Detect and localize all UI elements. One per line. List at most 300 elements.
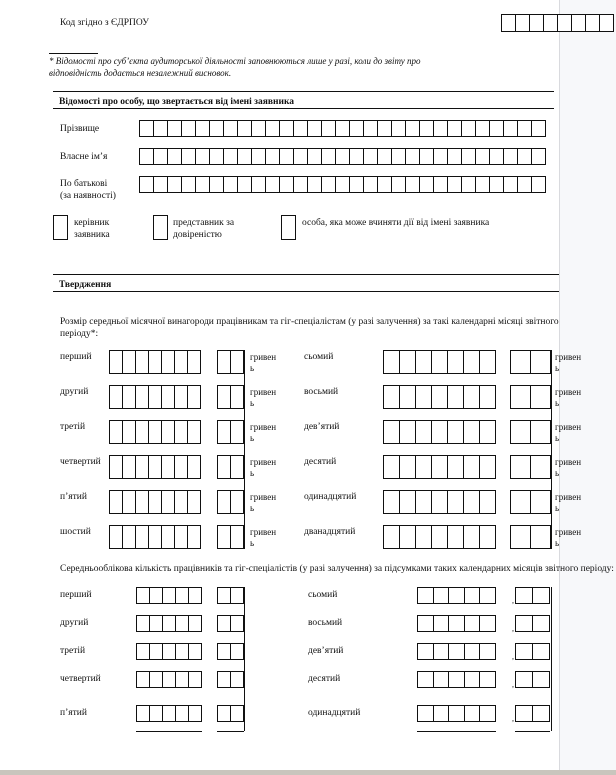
- input-cell[interactable]: [415, 455, 432, 479]
- input-cell[interactable]: [479, 490, 496, 514]
- input-cell[interactable]: [503, 148, 518, 165]
- input-cell[interactable]: [349, 176, 364, 193]
- input-cell[interactable]: [149, 671, 163, 688]
- input-cell[interactable]: [515, 643, 533, 660]
- salary-integer-input[interactable]: [383, 350, 496, 374]
- input-cell[interactable]: [139, 120, 154, 137]
- input-cell[interactable]: [167, 120, 182, 137]
- input-cell[interactable]: [251, 176, 266, 193]
- input-cell[interactable]: [135, 350, 149, 374]
- input-cell[interactable]: [153, 176, 168, 193]
- input-cell[interactable]: [162, 643, 176, 660]
- input-cell[interactable]: [479, 643, 496, 660]
- input-cell[interactable]: [109, 385, 123, 409]
- input-cell[interactable]: [415, 525, 432, 549]
- input-cell[interactable]: [230, 525, 244, 549]
- headcount-integer-input[interactable]: [417, 643, 496, 660]
- input-cell[interactable]: [195, 148, 210, 165]
- input-cell[interactable]: [515, 14, 530, 32]
- input-cell[interactable]: [530, 490, 551, 514]
- input-cell[interactable]: [307, 148, 322, 165]
- input-cell[interactable]: [399, 525, 416, 549]
- input-cell[interactable]: [187, 525, 201, 549]
- input-cell[interactable]: [307, 120, 322, 137]
- input-cell[interactable]: [187, 420, 201, 444]
- input-cell[interactable]: [417, 615, 434, 632]
- input-cell[interactable]: [135, 385, 149, 409]
- input-cell[interactable]: [321, 148, 336, 165]
- salary-fraction-input[interactable]: [217, 525, 244, 549]
- input-cell[interactable]: [447, 176, 462, 193]
- input-cell[interactable]: [136, 671, 150, 688]
- input-cell[interactable]: [174, 350, 188, 374]
- input-cell[interactable]: [279, 148, 294, 165]
- input-cell[interactable]: [433, 587, 450, 604]
- input-cell[interactable]: [515, 587, 533, 604]
- patronymic-input[interactable]: [139, 176, 546, 193]
- input-cell[interactable]: [399, 455, 416, 479]
- input-cell[interactable]: [148, 385, 162, 409]
- input-cell[interactable]: [122, 490, 136, 514]
- input-cell[interactable]: [391, 176, 406, 193]
- input-cell[interactable]: [217, 455, 231, 479]
- input-cell[interactable]: [489, 120, 504, 137]
- edrpou-input[interactable]: [501, 14, 614, 32]
- input-cell[interactable]: [543, 14, 558, 32]
- input-cell[interactable]: [531, 120, 546, 137]
- input-cell[interactable]: [383, 455, 400, 479]
- input-cell[interactable]: [162, 671, 176, 688]
- input-cell[interactable]: [175, 643, 189, 660]
- input-cell[interactable]: [217, 350, 231, 374]
- input-cell[interactable]: [475, 148, 490, 165]
- input-cell[interactable]: [188, 587, 202, 604]
- input-cell[interactable]: [489, 148, 504, 165]
- input-cell[interactable]: [503, 176, 518, 193]
- input-cell[interactable]: [448, 615, 465, 632]
- input-cell[interactable]: [433, 176, 448, 193]
- input-cell[interactable]: [585, 14, 600, 32]
- input-cell[interactable]: [136, 705, 150, 722]
- input-cell[interactable]: [321, 120, 336, 137]
- input-cell[interactable]: [148, 455, 162, 479]
- input-cell[interactable]: [510, 385, 531, 409]
- input-cell[interactable]: [447, 350, 464, 374]
- input-cell[interactable]: [405, 148, 420, 165]
- salary-fraction-input[interactable]: [510, 420, 551, 444]
- input-cell[interactable]: [464, 705, 481, 722]
- input-cell[interactable]: [463, 350, 480, 374]
- input-cell[interactable]: [501, 14, 516, 32]
- input-cell[interactable]: [136, 643, 150, 660]
- input-cell[interactable]: [265, 148, 280, 165]
- input-cell[interactable]: [383, 350, 400, 374]
- input-cell[interactable]: [209, 120, 224, 137]
- input-cell[interactable]: [431, 490, 448, 514]
- input-cell[interactable]: [293, 120, 308, 137]
- input-cell[interactable]: [377, 176, 392, 193]
- input-cell[interactable]: [405, 176, 420, 193]
- input-cell[interactable]: [447, 385, 464, 409]
- input-cell[interactable]: [188, 615, 202, 632]
- input-cell[interactable]: [479, 671, 496, 688]
- input-cell[interactable]: [475, 176, 490, 193]
- headcount-fraction-input[interactable]: [515, 615, 550, 632]
- input-cell[interactable]: [447, 148, 462, 165]
- input-cell[interactable]: [464, 587, 481, 604]
- input-cell[interactable]: [174, 420, 188, 444]
- input-cell[interactable]: [532, 643, 550, 660]
- input-cell[interactable]: [223, 148, 238, 165]
- input-cell[interactable]: [599, 14, 614, 32]
- input-cell[interactable]: [557, 14, 572, 32]
- input-cell[interactable]: [139, 148, 154, 165]
- salary-fraction-input[interactable]: [217, 455, 244, 479]
- salary-integer-input[interactable]: [383, 525, 496, 549]
- input-cell[interactable]: [335, 148, 350, 165]
- salary-integer-input[interactable]: [109, 350, 201, 374]
- input-cell[interactable]: [135, 455, 149, 479]
- input-cell[interactable]: [349, 148, 364, 165]
- input-cell[interactable]: [148, 350, 162, 374]
- input-cell[interactable]: [363, 176, 378, 193]
- surname-input[interactable]: [139, 120, 546, 137]
- input-cell[interactable]: [187, 490, 201, 514]
- input-cell[interactable]: [181, 176, 196, 193]
- input-cell[interactable]: [383, 490, 400, 514]
- input-cell[interactable]: [415, 350, 432, 374]
- input-cell[interactable]: [175, 671, 189, 688]
- input-cell[interactable]: [109, 350, 123, 374]
- input-cell[interactable]: [187, 385, 201, 409]
- headcount-integer-input[interactable]: [417, 705, 496, 722]
- salary-fraction-input[interactable]: [510, 490, 551, 514]
- input-cell[interactable]: [148, 420, 162, 444]
- input-cell[interactable]: [448, 705, 465, 722]
- input-cell[interactable]: [399, 490, 416, 514]
- input-cell[interactable]: [217, 705, 231, 722]
- input-cell[interactable]: [217, 615, 231, 632]
- salary-fraction-input[interactable]: [510, 525, 551, 549]
- input-cell[interactable]: [433, 643, 450, 660]
- salary-fraction-input[interactable]: [217, 350, 244, 374]
- input-cell[interactable]: [415, 385, 432, 409]
- input-cell[interactable]: [162, 705, 176, 722]
- input-cell[interactable]: [571, 14, 586, 32]
- input-cell[interactable]: [503, 120, 518, 137]
- input-cell[interactable]: [230, 643, 244, 660]
- input-cell[interactable]: [161, 350, 175, 374]
- input-cell[interactable]: [419, 148, 434, 165]
- input-cell[interactable]: [529, 14, 544, 32]
- input-cell[interactable]: [161, 455, 175, 479]
- input-cell[interactable]: [461, 176, 476, 193]
- headcount-integer-input[interactable]: [136, 587, 202, 604]
- headcount-fraction-input[interactable]: [515, 643, 550, 660]
- input-cell[interactable]: [149, 615, 163, 632]
- input-cell[interactable]: [419, 176, 434, 193]
- input-cell[interactable]: [479, 705, 496, 722]
- input-cell[interactable]: [188, 643, 202, 660]
- input-cell[interactable]: [162, 615, 176, 632]
- input-cell[interactable]: [377, 148, 392, 165]
- input-cell[interactable]: [383, 420, 400, 444]
- input-cell[interactable]: [448, 587, 465, 604]
- input-cell[interactable]: [510, 490, 531, 514]
- input-cell[interactable]: [433, 671, 450, 688]
- headcount-fraction-input[interactable]: [217, 587, 244, 604]
- input-cell[interactable]: [417, 705, 434, 722]
- input-cell[interactable]: [181, 120, 196, 137]
- salary-integer-input[interactable]: [109, 455, 201, 479]
- input-cell[interactable]: [136, 587, 150, 604]
- headcount-integer-input[interactable]: [417, 671, 496, 688]
- input-cell[interactable]: [447, 490, 464, 514]
- input-cell[interactable]: [363, 120, 378, 137]
- input-cell[interactable]: [217, 587, 231, 604]
- salary-integer-input[interactable]: [109, 490, 201, 514]
- input-cell[interactable]: [149, 587, 163, 604]
- input-cell[interactable]: [530, 420, 551, 444]
- input-cell[interactable]: [307, 176, 322, 193]
- input-cell[interactable]: [136, 615, 150, 632]
- salary-integer-input[interactable]: [383, 490, 496, 514]
- input-cell[interactable]: [399, 350, 416, 374]
- input-cell[interactable]: [531, 176, 546, 193]
- input-cell[interactable]: [187, 455, 201, 479]
- input-cell[interactable]: [517, 120, 532, 137]
- input-cell[interactable]: [161, 420, 175, 444]
- input-cell[interactable]: [510, 350, 531, 374]
- input-cell[interactable]: [431, 455, 448, 479]
- input-cell[interactable]: [293, 148, 308, 165]
- headcount-fraction-input[interactable]: [515, 587, 550, 604]
- input-cell[interactable]: [475, 120, 490, 137]
- input-cell[interactable]: [510, 525, 531, 549]
- salary-fraction-input[interactable]: [217, 385, 244, 409]
- salary-integer-input[interactable]: [109, 525, 201, 549]
- input-cell[interactable]: [517, 148, 532, 165]
- input-cell[interactable]: [135, 490, 149, 514]
- input-cell[interactable]: [122, 455, 136, 479]
- input-cell[interactable]: [530, 350, 551, 374]
- input-cell[interactable]: [230, 587, 244, 604]
- input-cell[interactable]: [153, 120, 168, 137]
- input-cell[interactable]: [230, 671, 244, 688]
- input-cell[interactable]: [321, 176, 336, 193]
- salary-fraction-input[interactable]: [217, 490, 244, 514]
- input-cell[interactable]: [188, 671, 202, 688]
- salary-integer-input[interactable]: [383, 420, 496, 444]
- input-cell[interactable]: [109, 420, 123, 444]
- input-cell[interactable]: [265, 176, 280, 193]
- salary-fraction-input[interactable]: [217, 420, 244, 444]
- input-cell[interactable]: [217, 643, 231, 660]
- input-cell[interactable]: [463, 385, 480, 409]
- input-cell[interactable]: [531, 148, 546, 165]
- input-cell[interactable]: [265, 120, 280, 137]
- input-cell[interactable]: [463, 525, 480, 549]
- input-cell[interactable]: [532, 671, 550, 688]
- headcount-fraction-input[interactable]: [515, 705, 550, 722]
- input-cell[interactable]: [391, 148, 406, 165]
- input-cell[interactable]: [161, 490, 175, 514]
- input-cell[interactable]: [148, 525, 162, 549]
- input-cell[interactable]: [175, 587, 189, 604]
- headcount-integer-input[interactable]: [417, 587, 496, 604]
- input-cell[interactable]: [230, 705, 244, 722]
- input-cell[interactable]: [122, 525, 136, 549]
- input-cell[interactable]: [417, 587, 434, 604]
- input-cell[interactable]: [399, 385, 416, 409]
- headcount-integer-input[interactable]: [136, 615, 202, 632]
- input-cell[interactable]: [415, 420, 432, 444]
- input-cell[interactable]: [532, 587, 550, 604]
- input-cell[interactable]: [217, 671, 231, 688]
- salary-fraction-input[interactable]: [510, 455, 551, 479]
- input-cell[interactable]: [431, 350, 448, 374]
- salary-integer-input[interactable]: [109, 385, 201, 409]
- input-cell[interactable]: [195, 120, 210, 137]
- input-cell[interactable]: [532, 615, 550, 632]
- input-cell[interactable]: [448, 671, 465, 688]
- input-cell[interactable]: [230, 615, 244, 632]
- input-cell[interactable]: [237, 120, 252, 137]
- input-cell[interactable]: [175, 705, 189, 722]
- headcount-fraction-input[interactable]: [217, 671, 244, 688]
- input-cell[interactable]: [515, 671, 533, 688]
- input-cell[interactable]: [161, 525, 175, 549]
- input-cell[interactable]: [293, 176, 308, 193]
- input-cell[interactable]: [479, 525, 496, 549]
- input-cell[interactable]: [109, 455, 123, 479]
- headcount-fraction-input[interactable]: [217, 705, 244, 722]
- input-cell[interactable]: [431, 525, 448, 549]
- input-cell[interactable]: [489, 176, 504, 193]
- role-checkbox-proxy[interactable]: [153, 215, 168, 240]
- salary-integer-input[interactable]: [383, 455, 496, 479]
- headcount-fraction-input[interactable]: [217, 643, 244, 660]
- input-cell[interactable]: [363, 148, 378, 165]
- input-cell[interactable]: [149, 643, 163, 660]
- input-cell[interactable]: [405, 120, 420, 137]
- input-cell[interactable]: [510, 420, 531, 444]
- input-cell[interactable]: [109, 525, 123, 549]
- headcount-integer-input[interactable]: [136, 705, 202, 722]
- input-cell[interactable]: [230, 490, 244, 514]
- input-cell[interactable]: [532, 705, 550, 722]
- salary-fraction-input[interactable]: [510, 350, 551, 374]
- headcount-integer-input[interactable]: [136, 643, 202, 660]
- input-cell[interactable]: [122, 385, 136, 409]
- input-cell[interactable]: [391, 120, 406, 137]
- input-cell[interactable]: [139, 176, 154, 193]
- input-cell[interactable]: [530, 385, 551, 409]
- input-cell[interactable]: [349, 120, 364, 137]
- salary-fraction-input[interactable]: [510, 385, 551, 409]
- input-cell[interactable]: [530, 455, 551, 479]
- input-cell[interactable]: [209, 148, 224, 165]
- input-cell[interactable]: [279, 176, 294, 193]
- input-cell[interactable]: [237, 148, 252, 165]
- input-cell[interactable]: [399, 420, 416, 444]
- input-cell[interactable]: [148, 490, 162, 514]
- input-cell[interactable]: [223, 176, 238, 193]
- input-cell[interactable]: [463, 490, 480, 514]
- input-cell[interactable]: [217, 385, 231, 409]
- input-cell[interactable]: [433, 615, 450, 632]
- input-cell[interactable]: [223, 120, 238, 137]
- input-cell[interactable]: [251, 148, 266, 165]
- input-cell[interactable]: [122, 420, 136, 444]
- input-cell[interactable]: [335, 176, 350, 193]
- input-cell[interactable]: [433, 705, 450, 722]
- input-cell[interactable]: [209, 176, 224, 193]
- input-cell[interactable]: [217, 420, 231, 444]
- input-cell[interactable]: [461, 120, 476, 137]
- input-cell[interactable]: [447, 525, 464, 549]
- input-cell[interactable]: [188, 705, 202, 722]
- input-cell[interactable]: [135, 525, 149, 549]
- input-cell[interactable]: [515, 615, 533, 632]
- input-cell[interactable]: [377, 120, 392, 137]
- input-cell[interactable]: [230, 420, 244, 444]
- input-cell[interactable]: [464, 671, 481, 688]
- input-cell[interactable]: [230, 350, 244, 374]
- input-cell[interactable]: [463, 455, 480, 479]
- input-cell[interactable]: [174, 385, 188, 409]
- input-cell[interactable]: [149, 705, 163, 722]
- input-cell[interactable]: [415, 490, 432, 514]
- headcount-fraction-input[interactable]: [515, 671, 550, 688]
- input-cell[interactable]: [479, 587, 496, 604]
- input-cell[interactable]: [279, 120, 294, 137]
- input-cell[interactable]: [479, 350, 496, 374]
- input-cell[interactable]: [217, 525, 231, 549]
- input-cell[interactable]: [447, 420, 464, 444]
- input-cell[interactable]: [464, 615, 481, 632]
- input-cell[interactable]: [161, 385, 175, 409]
- headcount-integer-input[interactable]: [417, 615, 496, 632]
- input-cell[interactable]: [167, 176, 182, 193]
- input-cell[interactable]: [530, 525, 551, 549]
- input-cell[interactable]: [479, 385, 496, 409]
- input-cell[interactable]: [174, 490, 188, 514]
- headcount-integer-input[interactable]: [136, 671, 202, 688]
- input-cell[interactable]: [464, 643, 481, 660]
- given-name-input[interactable]: [139, 148, 546, 165]
- input-cell[interactable]: [174, 455, 188, 479]
- input-cell[interactable]: [181, 148, 196, 165]
- input-cell[interactable]: [515, 705, 533, 722]
- input-cell[interactable]: [122, 350, 136, 374]
- headcount-fraction-input[interactable]: [217, 615, 244, 632]
- input-cell[interactable]: [383, 525, 400, 549]
- input-cell[interactable]: [517, 176, 532, 193]
- input-cell[interactable]: [479, 455, 496, 479]
- input-cell[interactable]: [167, 148, 182, 165]
- input-cell[interactable]: [461, 148, 476, 165]
- input-cell[interactable]: [195, 176, 210, 193]
- input-cell[interactable]: [174, 525, 188, 549]
- input-cell[interactable]: [479, 420, 496, 444]
- input-cell[interactable]: [217, 490, 231, 514]
- input-cell[interactable]: [335, 120, 350, 137]
- input-cell[interactable]: [230, 455, 244, 479]
- input-cell[interactable]: [510, 455, 531, 479]
- input-cell[interactable]: [447, 455, 464, 479]
- input-cell[interactable]: [431, 420, 448, 444]
